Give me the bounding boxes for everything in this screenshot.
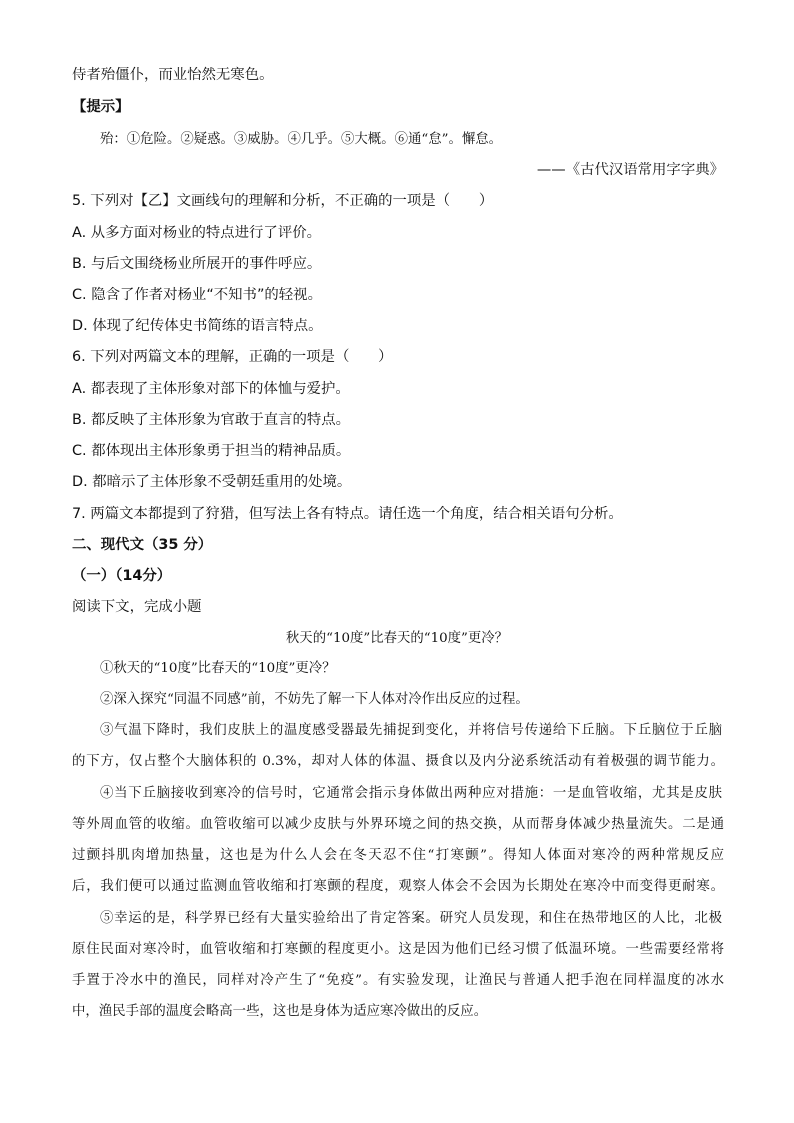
article-line-11: 手置于冷水中的渔民，同样对冷产生了“免疫”。有实验发现，让渔民与普通人把手泡在同样温度的冰水: [72, 973, 724, 988]
hint-heading: 【提示】: [72, 99, 130, 115]
question-5-option-c: C. 隐含了作者对杨业“不知书”的轻视。: [72, 287, 322, 303]
article-line-1: ①秋天的“10度”比春天的“10度”更冷？: [100, 661, 336, 676]
question-6-option-d: D. 都暗示了主体形象不受朝廷重用的处境。: [72, 474, 352, 490]
question-5-stem: 5. 下列对【乙】文画线句的理解和分析，不正确的一项是（ ）: [72, 193, 494, 209]
passage-tail: 侍者殆僵仆，而业怡然无寒色。: [72, 67, 274, 83]
section-title: 二、现代文（35 分）: [72, 537, 213, 553]
article-line-8: 后，我们便可以通过监测血管收缩和打寒颤的程度，观察人体会不会因为长期处在寒冷中而变得更耐寒。: [72, 879, 724, 894]
article-line-2: ②深入探究“同温不同感”前，不妨先了解一下人体对冷作出反应的过程。: [100, 692, 529, 707]
question-5-option-d: D. 体现了纪传体史书简练的语言特点。: [72, 318, 323, 334]
question-6-stem: 6. 下列对两篇文本的理解，正确的一项是（ ）: [72, 349, 393, 365]
question-5-option-a: A. 从多方面对杨业的特点进行了评价。: [72, 225, 321, 241]
article-title: 秋天的“10度”比春天的“10度”更冷？: [285, 631, 509, 646]
article-line-7: 过颤抖肌肉增加热量，这也是为什么人会在冬天忍不住“打寒颤”。得知人体面对寒冷的两种常规反应: [72, 848, 724, 863]
article-line-12: 中，渔民手部的温度会略高一些，这也是身体为适应寒冷做出的反应。: [72, 1004, 488, 1019]
hint-note: 殆：①危险。②疑惑。③威胁。④几乎。⑤大概。⑥通“怠”。懈怠。: [100, 132, 503, 147]
hint-source: ——《古代汉语常用字字典》: [536, 162, 724, 178]
question-6-option-b: B. 都反映了主体形象为官敢于直言的特点。: [72, 412, 351, 428]
article-line-9: ⑤幸运的是，科学界已经有大量实验给出了肯定答案。研究人员发现，和住在热带地区的人比，北极: [100, 911, 722, 926]
article-line-4: 的下方，仅占整个大脑体积的 0.3%，却对人体的体温、摄食以及内分泌系统活动有着极强的调节能力。: [72, 754, 724, 769]
question-7-stem: 7. 两篇文本都提到了狩猎，但写法上各有特点。请任选一个角度，结合相关语句分析。: [72, 506, 623, 522]
section-subtitle: （一）（14分）: [72, 568, 172, 584]
question-6-option-c: C. 都体现出主体形象勇于担当的精神品质。: [72, 443, 351, 459]
article-line-5: ④当下丘脑接收到寒冷的信号时，它通常会指示身体做出两种应对措施：一是血管收缩，尤其是皮肤: [100, 786, 722, 801]
article-line-6: 等外周血管的收缩。血管收缩可以减少皮肤与外界环境之间的热交换，从而帮身体减少热量流失。二是通: [72, 817, 724, 832]
question-6-option-a: A. 都表现了主体形象对部下的体恤与爱护。: [72, 381, 350, 397]
article-line-3: ③气温下降时，我们皮肤上的温度感受器最先捕捉到变化，并将信号传递给下丘脑。下丘脑位于丘脑: [100, 723, 722, 738]
section-instruction: 阅读下文，完成小题: [72, 599, 202, 615]
question-5-option-b: B. 与后文围绕杨业所展开的事件呼应。: [72, 256, 322, 272]
article-line-10: 原住民面对寒冷时，血管收缩和打寒颤的程度更小。这是因为他们已经习惯了低温环境。一些需要经常将: [72, 942, 724, 957]
